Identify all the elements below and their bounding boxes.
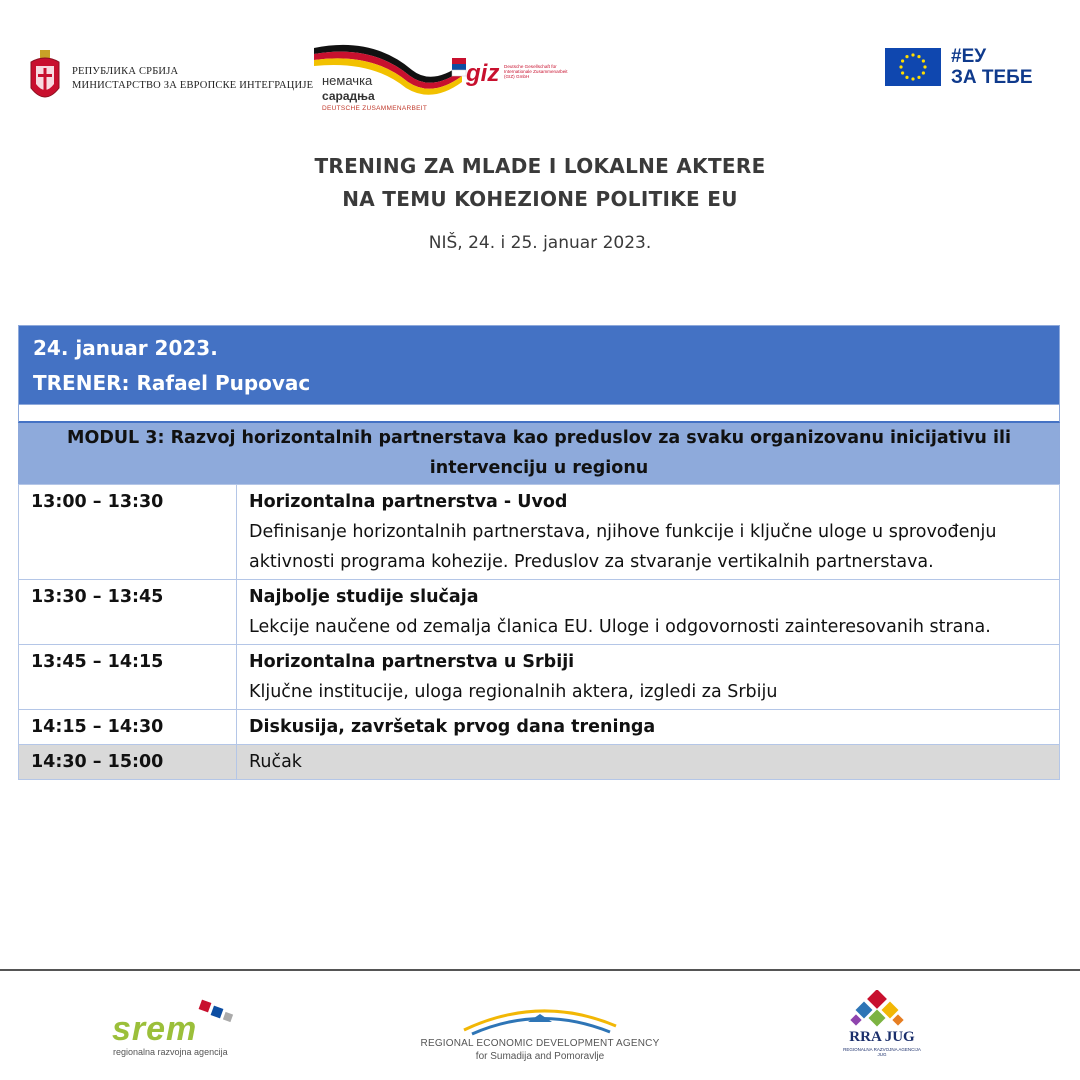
slot-time: 13:45 – 14:15 [19, 645, 237, 710]
slot-time: 13:30 – 13:45 [19, 580, 237, 645]
rra-jug-wordmark: RRA JUG [849, 1029, 915, 1045]
eu-star-icon [905, 55, 908, 58]
event-date: NIŠ, 24. i 25. januar 2023. [428, 233, 652, 253]
redasp-region: for Sumadija and Pomoravlje [475, 1051, 605, 1062]
eu-star-icon [911, 53, 914, 56]
slot-content [237, 485, 1060, 580]
slot-title: Horizontalna partnerstva - Uvod [249, 492, 568, 512]
redasp-name: REGIONAL ECONOMIC DEVELOPMENT AGENCY [420, 1038, 660, 1049]
nemacka-label: немачка [322, 73, 373, 88]
schedule-table [18, 325, 1060, 780]
slot-content [237, 710, 1060, 745]
eu-hashtag-line1: #ЕУ [951, 46, 987, 67]
slot-description: Ključne institucije, uloga regionalnih aktera, izgledi za Srbiju [249, 682, 778, 702]
slot-time: 13:00 – 13:30 [19, 485, 237, 580]
eu-star-icon [922, 71, 925, 74]
table-row [19, 485, 1060, 580]
spacer-row [18, 405, 1060, 423]
trainer-name: TRENER: Rafael Pupovac [33, 371, 311, 395]
slot-title: Horizontalna partnerstva u Srbiji [249, 652, 575, 672]
giz-logo: giz [466, 60, 500, 87]
ministry-name [72, 65, 313, 93]
ministry-logo [28, 48, 313, 110]
ministry-line2: МИНИСТАРСТВО ЗА ЕВРОПСКЕ ИНТЕГРАЦИЈЕ [72, 80, 314, 91]
module-title: MODUL 3: Razvoj horizontalnih partnerstava kao preduslov za svaku organizovanu inicijativu ili intervenciju u regionu [18, 423, 1060, 484]
eu-star-icon [905, 76, 908, 79]
eu-star-icon [922, 59, 925, 62]
slot-time: 14:30 – 15:00 [19, 745, 237, 780]
table-row-lunch [19, 745, 1060, 780]
slot-title: Najbolje studije slučaja [249, 587, 479, 607]
slot-description: Lekcije naučene od zemalja članica EU. Uloge i odgovornosti zainteresovanih strana. [249, 617, 991, 637]
saradnja-label: сарадња [322, 89, 375, 103]
slots-table [18, 484, 1060, 780]
slot-content [237, 745, 1060, 780]
eu-hashtag [951, 46, 1033, 88]
deutsche-zusammenarbeit-label: DEUTSCHE ZUSAMMENARBEIT [322, 105, 428, 112]
redasp-logo-icon [460, 1000, 620, 1036]
day-date: 24. januar 2023. [33, 336, 218, 360]
slot-title: Diskusija, završetak prvog dana treninga [249, 717, 656, 737]
page-title-line2: NA TEMU KOHEZIONE POLITIKE EU [342, 187, 738, 211]
srem-wordmark: srem [112, 1010, 198, 1048]
ministry-line1: РЕПУБЛИКА СРБИЈА [72, 66, 179, 77]
eu-star-icon [901, 59, 904, 62]
slot-content [237, 580, 1060, 645]
eu-star-icon [911, 77, 914, 80]
page-title-line1: TRENING ZA MLADE I LOKALNE AKTERE [314, 154, 766, 178]
table-row [19, 710, 1060, 745]
rra-jug-logo-icon [848, 990, 908, 1030]
eu-hashtag-line2: ЗА ТЕБЕ [951, 67, 1033, 88]
eu-star-icon [923, 65, 926, 68]
eu-star-icon [917, 55, 920, 58]
table-row [19, 580, 1060, 645]
eu-star-icon [901, 71, 904, 74]
footer-divider [0, 969, 1080, 971]
slot-description: Definisanje horizontalnih partnerstava, njihove funkcije i ključne uloge u sprovođenju aktivnosti programa kohezije. Preduslov za stvaranje vertikalnih partnerstava. [249, 522, 997, 572]
eu-star-icon [899, 65, 902, 68]
slot-time: 14:15 – 14:30 [19, 710, 237, 745]
table-row [19, 645, 1060, 710]
eu-flag-icon [885, 48, 941, 86]
slot-content [237, 645, 1060, 710]
giz-fullname: Deutsche Gesellschaft für Internationale Zusammenarbeit (GIZ) GmbH [504, 64, 568, 80]
srem-subtitle: regionalna razvojna agencija [113, 1047, 228, 1057]
rra-jug-subtitle: REGIONALNA RAZVOJNA AGENCIJA JUG [843, 1047, 921, 1057]
eu-star-icon [917, 76, 920, 79]
serbian-coat-of-arms-icon [28, 48, 62, 110]
day-header [18, 325, 1060, 405]
slot-description: Ručak [249, 752, 302, 772]
